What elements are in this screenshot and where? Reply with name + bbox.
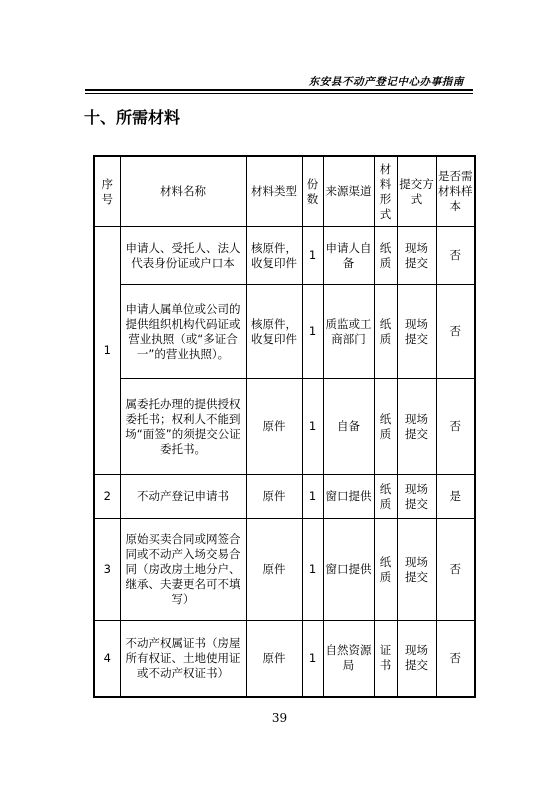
row-name: 属委托办理的提供授权委托书；权利人不能到场“面签”的须提交公证委托书。 xyxy=(120,379,246,475)
document-header-title: 东安县不动产登记中心办事指南 xyxy=(308,76,464,88)
row-submit: 现场提交 xyxy=(397,519,436,621)
row-no: 4 xyxy=(94,621,120,697)
row-type: 原件 xyxy=(246,519,302,621)
row-submit: 现场提交 xyxy=(397,475,436,519)
header-cell-type: 材料类型 xyxy=(246,156,302,227)
row-count: 1 xyxy=(302,227,323,285)
row-form: 纸质 xyxy=(374,519,397,621)
row-type: 原件 xyxy=(246,475,302,519)
table-row xyxy=(94,519,475,621)
row-submit: 现场提交 xyxy=(397,227,436,285)
table-row xyxy=(94,379,475,475)
row-name: 申请人属单位或公司的提供组织机构代码证或营业执照（或“多证合一”的营业执照）。 xyxy=(120,285,246,379)
table-header-row xyxy=(94,156,475,227)
table-row xyxy=(94,621,475,697)
row-type: 核原件，收复印件 xyxy=(246,285,302,379)
row-source: 自备 xyxy=(323,379,374,475)
row-type: 原件 xyxy=(246,621,302,697)
materials-table xyxy=(93,155,476,698)
row-submit: 现场提交 xyxy=(397,379,436,475)
header-cell-form: 材料形式 xyxy=(374,156,397,227)
row-submit: 现场提交 xyxy=(397,285,436,379)
row-sample: 否 xyxy=(436,519,475,621)
header-cell-name: 材料名称 xyxy=(120,156,246,227)
row-count: 1 xyxy=(302,285,323,379)
row-count: 1 xyxy=(302,519,323,621)
header-rule-thick xyxy=(85,89,473,91)
row-source: 申请人自备 xyxy=(323,227,374,285)
page-number: 39 xyxy=(271,711,288,725)
row-submit: 现场提交 xyxy=(397,621,436,697)
row-name: 不动产登记申请书 xyxy=(120,475,246,519)
row-count: 1 xyxy=(302,475,323,519)
row-form: 纸质 xyxy=(374,285,397,379)
row-sample: 否 xyxy=(436,379,475,475)
row-count: 1 xyxy=(302,621,323,697)
row-sample: 否 xyxy=(436,285,475,379)
header-cell-sample: 是否需材料样本 xyxy=(436,156,475,227)
row-name: 申请人、受托人、法人代表身份证或户口本 xyxy=(120,227,246,285)
row-type: 核原件，收复印件 xyxy=(246,227,302,285)
row-no: 3 xyxy=(94,519,120,621)
table-row xyxy=(94,285,475,379)
row-name: 不动产权属证书（房屋所有权证、土地使用证或不动产权证书） xyxy=(120,621,246,697)
row-no: 1 xyxy=(94,227,120,475)
row-form: 纸质 xyxy=(374,227,397,285)
row-no: 2 xyxy=(94,475,120,519)
row-form: 纸质 xyxy=(374,379,397,475)
row-source: 窗口提供 xyxy=(323,475,374,519)
row-source: 自然资源局 xyxy=(323,621,374,697)
table-row xyxy=(94,475,475,519)
header-rule-thin xyxy=(85,93,473,94)
row-name: 原始买卖合同或网签合同或不动产入场交易合同（房改房土地分户、继承、夫妻更名可不填写） xyxy=(120,519,246,621)
row-source: 质监或工商部门 xyxy=(323,285,374,379)
header-cell-source: 来源渠道 xyxy=(323,156,374,227)
row-sample: 否 xyxy=(436,621,475,697)
row-sample: 否 xyxy=(436,227,475,285)
row-source: 窗口提供 xyxy=(323,519,374,621)
row-form: 证书 xyxy=(374,621,397,697)
row-count: 1 xyxy=(302,379,323,475)
header-cell-no: 序号 xyxy=(94,156,120,227)
table-row xyxy=(94,227,475,285)
row-type: 原件 xyxy=(246,379,302,475)
section-title: 十、所需材料 xyxy=(84,108,181,127)
header-cell-submit: 提交方式 xyxy=(397,156,436,227)
row-sample: 是 xyxy=(436,475,475,519)
row-form: 纸质 xyxy=(374,475,397,519)
header-cell-count: 份数 xyxy=(302,156,323,227)
